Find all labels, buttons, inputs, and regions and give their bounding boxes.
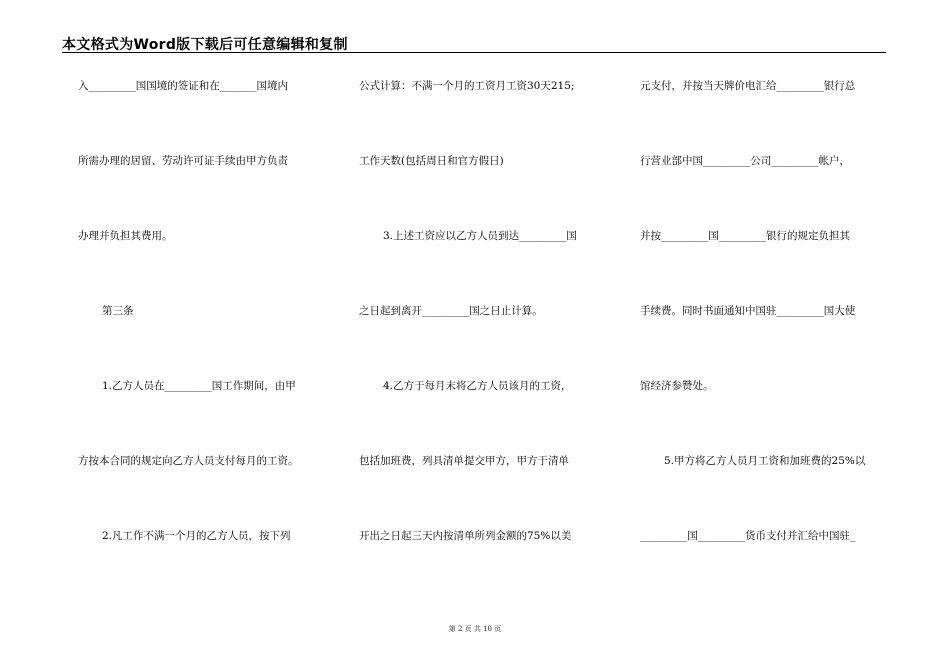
article-heading: 第三条 [102, 305, 134, 317]
text-line: 公式计算：不满一个月的工资月工资30天215; [359, 80, 575, 92]
text-line: 包括加班费，列具清单提交甲方，甲方于清单 [359, 455, 569, 467]
header-divider [62, 52, 886, 53]
text-line: 行营业部中国_________公司_________帐户， [640, 155, 850, 167]
text-line: 之日起到离开_________国之日止计算。 [359, 305, 543, 317]
text-line: _________国_________货币支付并汇给中国驻_ [640, 530, 856, 542]
text-column-1 [78, 78, 328, 603]
text-line: 元支付，并按当天牌价电汇给_________银行总 [640, 80, 856, 92]
text-line: 开出之日起三天内按清单所列金额的75%以美 [359, 530, 572, 542]
text-line: 方按本合同的规定向乙方人员支付每月的工资。 [78, 455, 299, 467]
text-line: 工作天数(包括周日和官方假日) [359, 155, 504, 167]
text-line: 5.甲方将乙方人员月工资和加班费的25%以 [664, 455, 866, 467]
text-line: 1.乙方人员在_________国工作期间，由甲 [102, 380, 296, 392]
text-column-2 [359, 78, 609, 603]
page-number: 第 2 页 共 10 页 [448, 625, 502, 633]
text-line: 并按_________国_________银行的规定负担其 [640, 230, 850, 242]
text-column-3 [640, 78, 890, 603]
text-line: 入_________国国境的签证和在_______国境内 [78, 80, 288, 92]
document-header-title: 本文格式为Word版下载后可任意编辑和复制 [62, 37, 348, 53]
text-line: 手续费。同时书面通知中国驻_________国大使 [640, 305, 856, 317]
text-line: 办理并负担其费用。 [78, 230, 173, 242]
text-line: 馆经济参赞处。 [640, 380, 714, 392]
text-line: 所需办理的居留、劳动许可证手续由甲方负责 [78, 155, 288, 167]
text-line: 4.乙方于每月末将乙方人员该月的工资， [383, 380, 572, 392]
text-line: 3.上述工资应以乙方人员到达_________国 [383, 230, 577, 242]
text-line: 2.凡工作不满一个月的乙方人员，按下列 [102, 530, 291, 542]
